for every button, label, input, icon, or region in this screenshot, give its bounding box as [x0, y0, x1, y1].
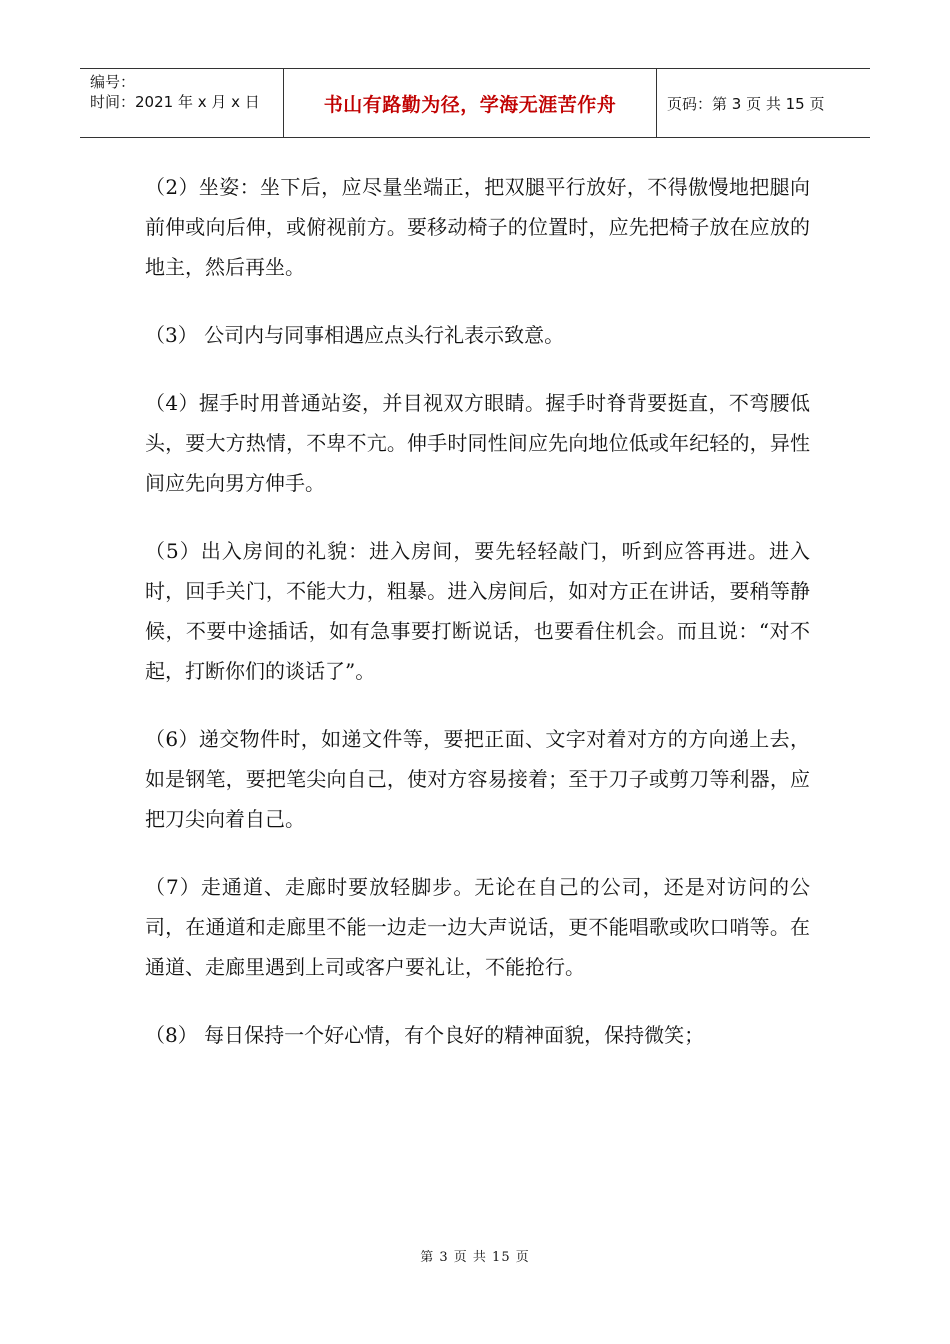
paragraph-3-greeting: （3） 公司内与同事相遇应点头行礼表示致意。: [145, 323, 565, 347]
page-header: [80, 68, 870, 138]
header-motto: 书山有路勤为径，学海无涯苦作舟: [323, 93, 617, 116]
paragraph-2-sitting: （2）坐姿：坐下后，应尽量坐端正，把双腿平行放好，不得傲慢地把腿向前伸或向后伸，或俯视前方。要移动椅子的位置时，应先把椅子放在应放的地主，然后再坐。: [145, 175, 810, 279]
paragraph-4-handshake: （4）握手时用普通站姿，并目视双方眼睛。握手时脊背要挺直，不弯腰低头，要大方热情，不卑不亢。伸手时同性间应先向地位低或年纪轻的，异性间应先向男方伸手。: [145, 391, 810, 495]
paragraph-8-mood: （8） 每日保持一个好心情，有个良好的精神面貌，保持微笑；: [145, 1023, 705, 1047]
paragraph-5-entering-room: （5）出入房间的礼貌：进入房间，要先轻轻敲门，听到应答再进。进入时，回手关门，不能大力，粗暴。进入房间后，如对方正在讲话，要稍等静候，不要中途插话，如有急事要打断说话，也要看住机会。而且说：“对不起，打断你们的谈话了”。: [145, 539, 810, 683]
document-date: 时间：2021 年 x 月 x 日: [90, 93, 260, 111]
header-motto-cell: [283, 69, 657, 137]
document-number-label: 编号：: [90, 73, 136, 91]
header-page-cell: [657, 69, 870, 137]
header-page-number: 页码：第 3 页 共 15 页: [667, 94, 825, 113]
paragraph-6-handing-items: （6）递交物件时，如递文件等，要把正面、文字对着对方的方向递上去，如是钢笔，要把笔尖向自己，使对方容易接着；至于刀子或剪刀等利器，应把刀尖向着自己。: [145, 727, 810, 831]
header-meta: [80, 69, 283, 137]
document-body: [145, 167, 810, 1083]
paragraph-7-corridor: （7）走通道、走廊时要放轻脚步。无论在自己的公司，还是对访问的公司，在通道和走廊里不能一边走一边大声说话，更不能唱歌或吹口哨等。在通道、走廊里遇到上司或客户要礼让，不能抢行。: [145, 875, 810, 979]
page-footer: 第 3 页 共 15 页: [420, 1250, 530, 1265]
